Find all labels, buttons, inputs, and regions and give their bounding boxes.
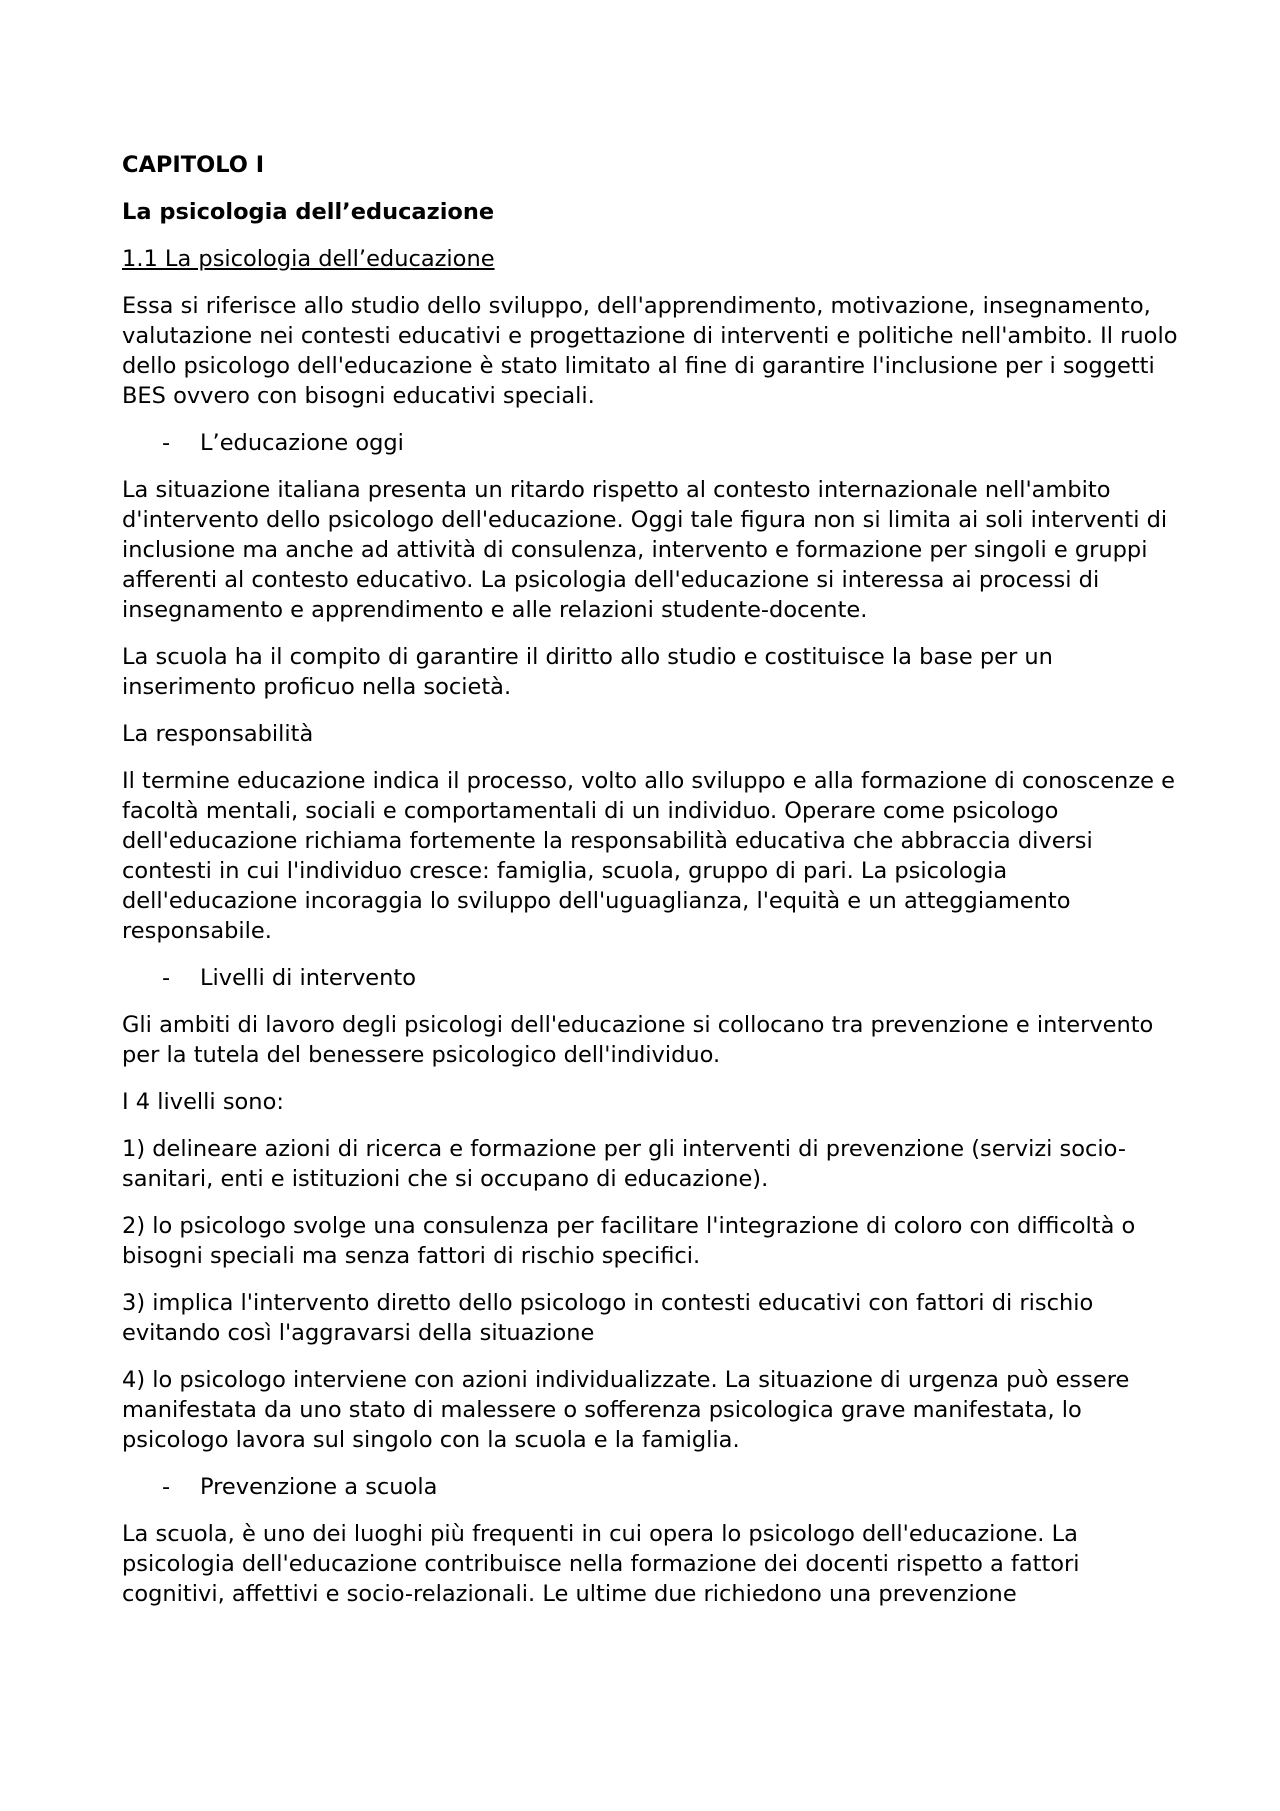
bullet-marker: - — [162, 965, 171, 991]
paragraph: 2) lo psicologo svolge una consulenza per facilitare l'integrazione di coloro con difficoltà o bisogni speciali ma senza fattori di rischio specifici. — [122, 1213, 1136, 1269]
paragraph: 1) delineare azioni di ricerca e formazione per gli interventi di prevenzione (servizi socio-sanitari, enti e istituzioni che si occupano di educazione). — [122, 1136, 1126, 1192]
paragraph: La scuola ha il compito di garantire il diritto allo studio e costituisce la base per un inserimento proficuo nella società. — [122, 644, 1053, 700]
bullet-marker: - — [162, 430, 171, 456]
paragraph: I 4 livelli sono: — [122, 1089, 284, 1115]
document-page — [122, 150, 1182, 1626]
bullet-item — [122, 1472, 1182, 1502]
paragraph: La situazione italiana presenta un ritardo rispetto al contesto internazionale nell'ambito d'intervento dello psicologo dell'educazione. Oggi tale figura non si limita ai soli interventi di inclusione ma anche ad attività di consulenza, intervento e formazione per singoli e gruppi afferenti al contesto educativo. La psicologia dell'educazione si interessa ai processi di insegnamento e apprendimento e alle relazioni studente-docente. — [122, 477, 1168, 623]
paragraph: Il termine educazione indica il processo, volto allo sviluppo e alla formazione di conoscenze e facoltà mentali, sociali e comportamentali di un individuo. Operare come psicologo dell'educazione richiama fortemente la responsabilità educativa che abbraccia diversi contesti in cui l'individuo cresce: famiglia, scuola, gruppo di pari. La psicologia dell'educazione incoraggia lo sviluppo dell'uguaglianza, l'equità e un atteggiamento responsabile. — [122, 768, 1175, 944]
chapter-heading: CAPITOLO I — [122, 152, 265, 178]
section-heading: 1.1 La psicologia dell’educazione — [122, 246, 495, 272]
bullet-item — [122, 428, 1182, 458]
paragraph: Essa si riferisce allo studio dello sviluppo, dell'apprendimento, motivazione, insegnamento, valutazione nei contesti educativi e progettazione di interventi e politiche nell'ambito. Il ruolo dello psicologo dell'educazione è stato limitato al fine di garantire l'inclusione per i soggetti BES ovvero con bisogni educativi speciali. — [122, 293, 1178, 409]
bullet-label: Prevenzione a scuola — [200, 1474, 438, 1500]
paragraph: 4) lo psicologo interviene con azioni individualizzate. La situazione di urgenza può essere manifestata da uno stato di malessere o sofferenza psicologica grave manifestata, lo psicologo lavora sul singolo con la scuola e la famiglia. — [122, 1367, 1130, 1453]
chapter-title: La psicologia dell’educazione — [122, 199, 495, 225]
paragraph: La scuola, è uno dei luoghi più frequenti in cui opera lo psicologo dell'educazione. La psicologia dell'educazione contribuisce nella formazione dei docenti rispetto a fattori cognitivi, affettivi e socio-relazionali. Le ultime due richiedono una prevenzione — [122, 1521, 1080, 1607]
bullet-marker: - — [162, 1474, 171, 1500]
paragraph: 3) implica l'intervento diretto dello psicologo in contesti educativi con fattori di rischio evitando così l'aggravarsi della situazione — [122, 1290, 1094, 1346]
paragraph: La responsabilità — [122, 721, 314, 747]
paragraph: Gli ambiti di lavoro degli psicologi dell'educazione si collocano tra prevenzione e intervento per la tutela del benessere psicologico dell'individuo. — [122, 1012, 1154, 1068]
bullet-label: Livelli di intervento — [200, 965, 416, 991]
bullet-label: L’educazione oggi — [200, 430, 404, 456]
bullet-item — [122, 963, 1182, 993]
